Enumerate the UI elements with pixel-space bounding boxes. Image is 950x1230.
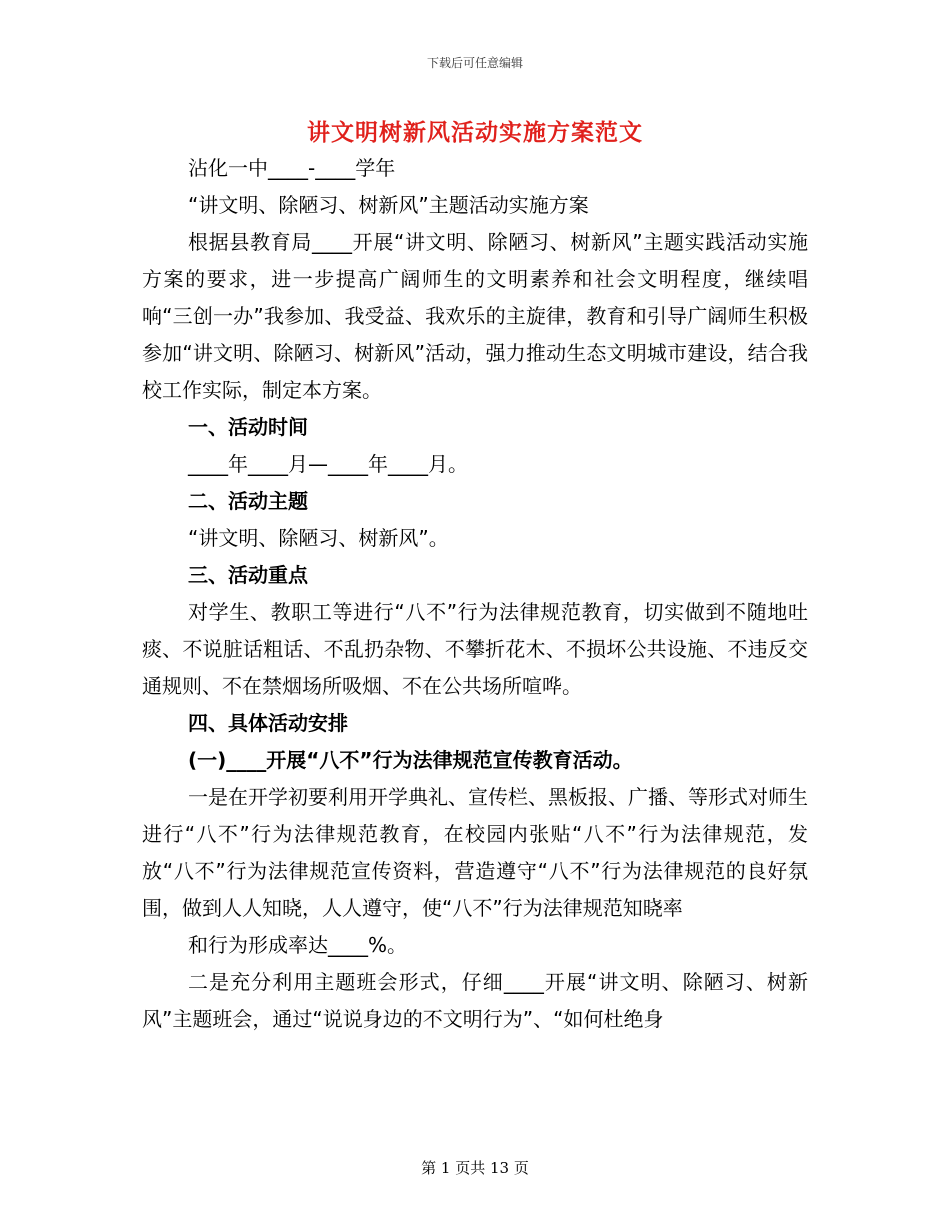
intro-paragraph: 根据县教育局____开展“讲文明、除陋习、树新风”主题实践活动实施方案的要求，进一步提高广阔师生的文明素养和社会文明程度，继续唱响“三创一办”我参加、我受益、我欢乐的主旋律，教育和引导广阔师生积极参加“讲文明、除陋习、树新风”活动，强力推动生态文明城市建设，结合我校工作实际，制定本方案。 (142, 230, 808, 402)
section-heading-focus: 三、活动重点 (188, 563, 308, 587)
activity-focus-text: 对学生、教职工等进行“八不”行为法律规范教育，切实做到不随地吐痰、不说脏话粗话、不乱扔杂物、不攀折花木、不损坏公共设施、不违反交通规则、不在禁烟场所吸烟、不在公共场所喧哗。 (142, 600, 808, 698)
header-note: 下载后可任意编辑 (426, 56, 523, 70)
section-heading-time: 一、活动时间 (188, 415, 308, 439)
activity-time-text: ____年____月—____年____月。 (188, 452, 468, 476)
plan-subtitle: “讲文明、除陋习、树新风”主题活动实施方案 (188, 193, 589, 217)
document-body (142, 150, 808, 1038)
document-title: 讲文明树新风活动实施方案范文 (307, 119, 643, 146)
arrangement-paragraph-2: 二是充分利用主题班会形式，仔细____开展“讲文明、除陋习、树新风”主题班会，通过“说说身边的不文明行为”、“如何杜绝身 (142, 970, 808, 1031)
section-heading-theme: 二、活动主题 (188, 489, 308, 513)
activity-theme-text: “讲文明、除陋习、树新风”。 (188, 526, 449, 550)
school-year-line: 沾化一中____-____学年 (188, 156, 396, 180)
arrangement-paragraph-1: 一是在开学初要利用开学典礼、宣传栏、黑板报、广播、等形式对师生进行“八不”行为法律规范教育，在校园内张贴“八不”行为法律规范，发放“八不”行为法律规范宣传资料，营造遵守“八不”行为法律规范的良好氛围，做到人人知晓，人人遵守，使“八不”行为法律规范知晓率 (142, 785, 808, 920)
page-footer: 第 1 页共 13 页 (421, 1159, 529, 1177)
subsection-heading-1: (一)____开展“八不”行为法律规范宣传教育活动。 (188, 748, 633, 772)
arrangement-paragraph-1-cont: 和行为形成率达____%。 (188, 933, 408, 957)
section-heading-arrangement: 四、具体活动安排 (188, 711, 348, 735)
